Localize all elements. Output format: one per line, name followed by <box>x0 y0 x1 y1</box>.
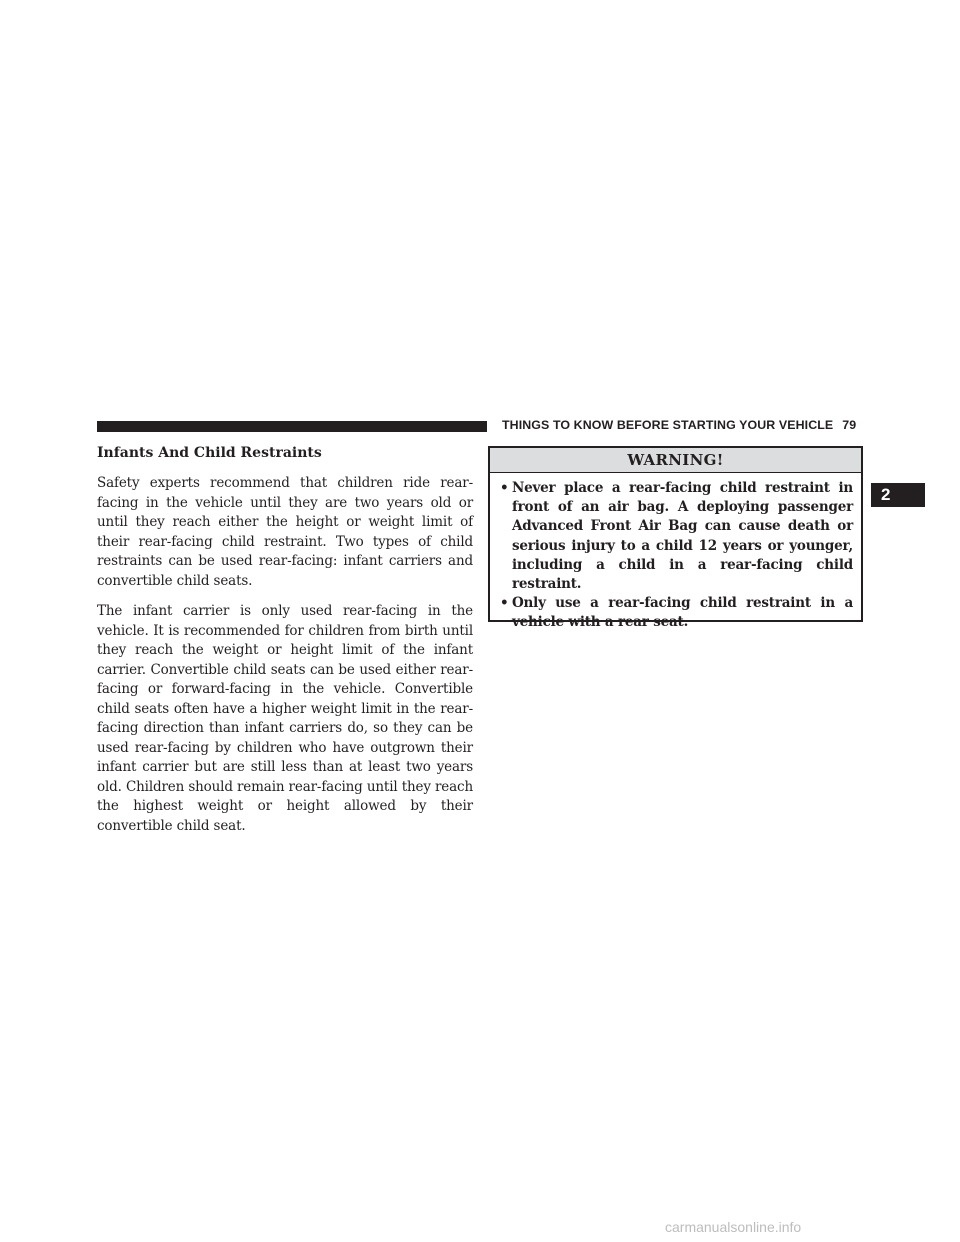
warning-item <box>500 479 853 594</box>
warning-title: WARNING! <box>490 448 861 473</box>
page-number: 79 <box>842 418 857 432</box>
warning-box <box>488 446 863 631</box>
running-header <box>502 418 866 432</box>
section-content <box>97 443 473 847</box>
warning-item-text: Only use a rear-facing child restraint in a vehicle with a rear seat. <box>512 595 853 631</box>
paragraph: Safety experts recommend that children ride rear-facing in the vehicle until they are two years old or until they reach either the height or weight limit of their rear-facing child restraint. Two types of child restraints can be used rear-facing: infant carriers and convertible child seats. <box>97 475 473 589</box>
warning-item-text: Never place a rear-facing child restraint in front of an air bag. A deploying passenger Advanced Front Air Bag can cause death or serious injury to a child 12 years or younger, including a child in a rear-facing child restraint. <box>512 480 853 593</box>
bullet-icon: • <box>500 595 509 612</box>
paragraph: The infant carrier is only used rear-facing in the vehicle. It is recommended for children from birth until they reach the weight or height limit of the infant carrier. Convertible child seats can be used either rear-facing or forward-facing in the vehicle. Convertible child seats often have a higher weight limit in the rear-facing direction than infant carriers do, so they can be used rear-facing by children who have outgrown their infant carrier but are still less than at least two years old. Children should remain rear-facing until they reach the highest weight or height allowed by their convertible child seat. <box>97 603 473 834</box>
chapter-tab: 2 <box>871 483 925 507</box>
warning-list <box>490 473 861 633</box>
header-rule <box>97 421 487 432</box>
warning-item <box>500 594 853 632</box>
watermark: carmanualsonline.info <box>665 1219 802 1235</box>
section-title: Infants And Child Restraints <box>97 445 322 461</box>
bullet-icon: • <box>500 480 509 496</box>
header-title: THINGS TO KNOW BEFORE STARTING YOUR VEHICLE <box>502 418 834 432</box>
